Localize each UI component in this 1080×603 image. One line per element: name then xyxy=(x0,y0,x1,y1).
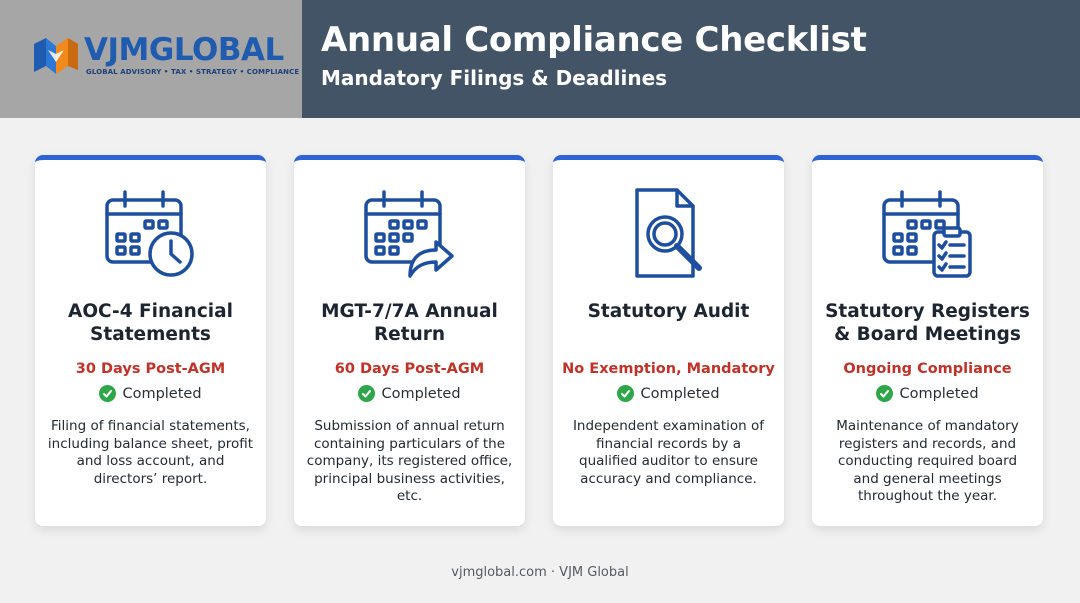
status-label: Completed xyxy=(640,385,720,402)
status-badge xyxy=(294,385,525,402)
card-deadline: Ongoing Compliance xyxy=(843,361,1012,377)
status-badge xyxy=(553,385,784,402)
document-magnifier-icon xyxy=(623,186,715,282)
compliance-card xyxy=(553,155,784,526)
card-title: Statutory Registers & Board Meetings xyxy=(825,301,1030,345)
status-label: Completed xyxy=(122,385,202,402)
header xyxy=(0,0,1080,118)
card-deadline: No Exemption, Mandatory xyxy=(562,361,775,377)
compliance-card xyxy=(812,155,1043,526)
logo-tagline: GLOBAL ADVISORY • TAX • STRATEGY • COMPLIANCE xyxy=(86,68,300,76)
page-subtitle: Mandatory Filings & Deadlines xyxy=(321,66,668,90)
status-badge xyxy=(812,385,1043,402)
page-title: Annual Compliance Checklist xyxy=(321,20,867,60)
logo-wordmark: VJMGLOBAL xyxy=(84,32,284,68)
logo-area xyxy=(0,0,302,118)
card-title: Statutory Audit xyxy=(587,301,750,322)
status-label: Completed xyxy=(899,385,979,402)
card-title: AOC-4 Financial Statements xyxy=(68,301,233,345)
check-circle-icon xyxy=(99,385,116,402)
card-deadline: 60 Days Post-AGM xyxy=(334,361,485,377)
card-description: Filing of financial statements, including balance sheet, profit and loss account, and directors’ report. xyxy=(47,418,254,487)
check-circle-icon xyxy=(617,385,634,402)
vjm-logo-mark xyxy=(32,36,80,76)
card-description: Independent examination of financial records by a qualified auditor to ensure accuracy and compliance. xyxy=(572,418,765,487)
check-circle-icon xyxy=(358,385,375,402)
card-description: Submission of annual return containing particulars of the company, its registered office, principal business activities, etc. xyxy=(306,418,513,504)
card-deadline: 30 Days Post-AGM xyxy=(75,361,226,377)
card-row xyxy=(35,155,1043,526)
calendar-clock-icon xyxy=(105,186,197,282)
title-area xyxy=(302,0,1080,118)
status-badge xyxy=(35,385,266,402)
card-description: Maintenance of mandatory registers and records, and conducting required board and general meetings throughout the year. xyxy=(836,418,1019,504)
calendar-checklist-icon xyxy=(882,186,974,282)
compliance-card xyxy=(294,155,525,526)
card-title: MGT-7/7A Annual Return xyxy=(321,301,498,345)
calendar-arrow-icon xyxy=(364,186,456,282)
footer-text[interactable]: vjmglobal.com · VJM Global xyxy=(451,565,629,580)
status-label: Completed xyxy=(381,385,461,402)
compliance-card xyxy=(35,155,266,526)
check-circle-icon xyxy=(876,385,893,402)
